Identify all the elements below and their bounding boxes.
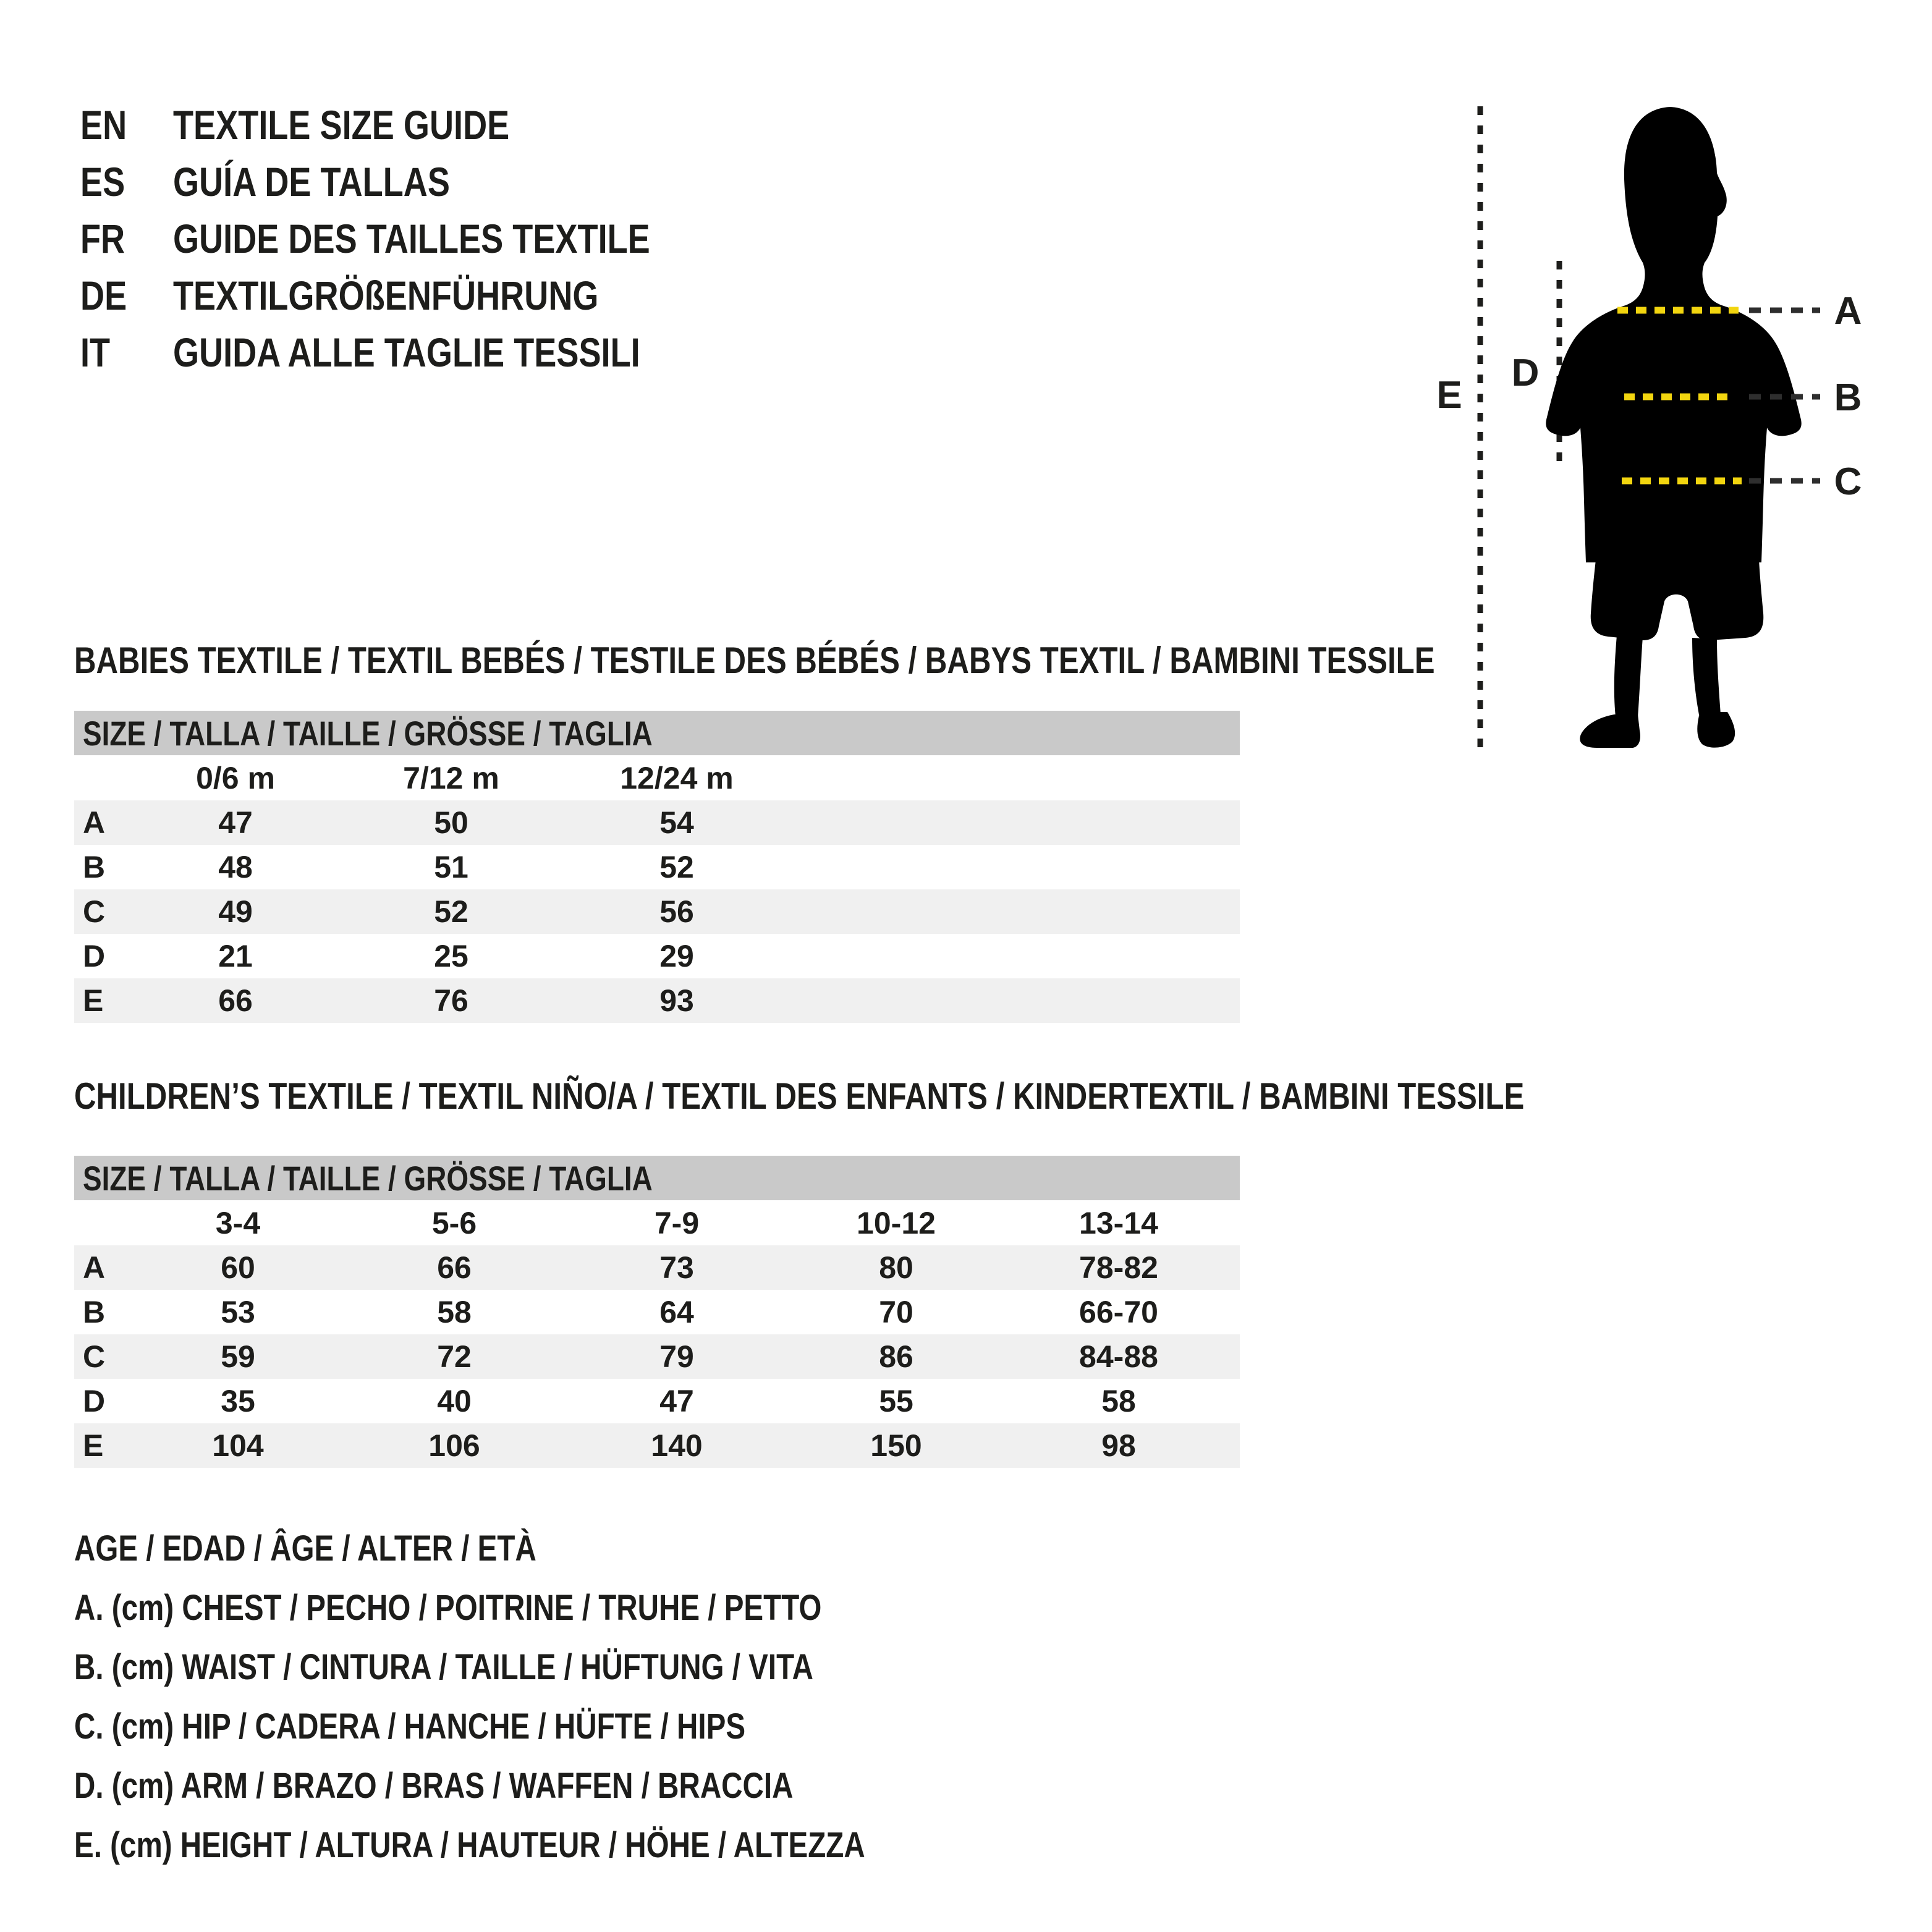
cell: 58 <box>437 1295 472 1329</box>
babies-size-header-bar <box>74 711 1240 755</box>
legend-item-text: B. (cm) WAIST / CINTURA / TAILLE / HÜFTUNG / VITA <box>74 1647 813 1687</box>
cell: 66-70 <box>1079 1295 1158 1329</box>
marker-label-c: C <box>1834 460 1862 503</box>
cell: 50 <box>434 805 468 840</box>
cell: 52 <box>659 850 694 884</box>
cell: 104 <box>212 1428 264 1463</box>
column-header: 7-9 <box>654 1205 700 1240</box>
cell: 86 <box>879 1339 913 1374</box>
column-header: 12/24 m <box>620 760 734 795</box>
cell: 35 <box>221 1384 255 1418</box>
cell: 58 <box>1101 1384 1136 1418</box>
legend-item-waist <box>74 1647 976 1688</box>
row-label: A <box>83 805 106 840</box>
cell: 40 <box>437 1384 472 1418</box>
row-label: D <box>83 939 106 973</box>
legend-age-text: AGE / EDAD / ÂGE / ALTER / ETÀ <box>74 1528 536 1569</box>
table-row <box>74 1423 1240 1468</box>
legend-item-text: D. (cm) ARM / BRAZO / BRAS / WAFFEN / BRACCIA <box>74 1766 794 1806</box>
language-code: FR <box>80 216 125 261</box>
table-row <box>74 845 1240 889</box>
language-title: TEXTILE SIZE GUIDE <box>173 102 510 148</box>
row-label: B <box>83 850 106 884</box>
language-code: IT <box>80 329 111 375</box>
legend-item-hip <box>74 1706 892 1747</box>
table-row <box>74 1290 1240 1334</box>
cell: 66 <box>437 1250 472 1285</box>
row-label: A <box>83 1250 106 1285</box>
cell: 54 <box>659 805 694 840</box>
column-header: 7/12 m <box>403 760 499 795</box>
cell: 84-88 <box>1079 1339 1158 1374</box>
legend-item-text: C. (cm) HIP / CADERA / HANCHE / HÜFTE / HIPS <box>74 1706 746 1747</box>
children-table <box>74 1156 1240 1468</box>
cell: 76 <box>434 983 468 1018</box>
legend-item-text: E. (cm) HEIGHT / ALTURA / HAUTEUR / HÖHE / ALTEZZA <box>74 1825 865 1865</box>
babies-section-title-text: BABIES TEXTILE / TEXTIL BEBÉS / TESTILE DES BÉBÉS / BABYS TEXTIL / BAMBINI TESSILE <box>74 640 1435 681</box>
cell: 73 <box>659 1250 694 1285</box>
language-code: ES <box>80 159 125 205</box>
column-header: 0/6 m <box>196 760 275 795</box>
cell: 60 <box>221 1250 255 1285</box>
column-header: 5-6 <box>431 1205 477 1240</box>
cell: 21 <box>218 939 253 973</box>
table-row <box>74 800 1240 845</box>
language-title: GUIDA ALLE TAGLIE TESSILI <box>173 329 640 375</box>
column-header: 10-12 <box>857 1205 936 1240</box>
marker-label-b: B <box>1834 376 1862 419</box>
size-header-text: SIZE / TALLA / TAILLE / GRÖSSE / TAGLIA <box>83 1158 653 1198</box>
language-code: EN <box>80 102 127 148</box>
cell: 150 <box>870 1428 922 1463</box>
cell: 64 <box>659 1295 694 1329</box>
cell: 25 <box>434 939 468 973</box>
cell: 47 <box>218 805 253 840</box>
children-column-header-row <box>74 1200 1240 1245</box>
language-title: TEXTILGRÖßENFÜHRUNG <box>173 273 599 318</box>
row-label: C <box>83 1339 106 1374</box>
legend-item-height <box>74 1825 1039 1866</box>
cell: 29 <box>659 939 694 973</box>
cell: 51 <box>434 850 468 884</box>
children-size-header-bar <box>74 1156 1240 1200</box>
cell: 106 <box>428 1428 480 1463</box>
cell: 48 <box>218 850 253 884</box>
babies-section-title <box>74 640 1734 681</box>
legend-item-arm <box>74 1766 951 1807</box>
table-row <box>74 1379 1240 1423</box>
cell: 53 <box>221 1295 255 1329</box>
cell: 79 <box>659 1339 694 1374</box>
cell: 93 <box>659 983 694 1018</box>
cell: 80 <box>879 1250 913 1285</box>
size-header-text: SIZE / TALLA / TAILLE / GRÖSSE / TAGLIA <box>83 713 653 753</box>
cell: 49 <box>218 894 253 929</box>
legend-age-line <box>74 1528 638 1569</box>
cell: 56 <box>659 894 694 929</box>
table-row <box>74 1245 1240 1290</box>
cell: 47 <box>659 1384 694 1418</box>
marker-label-d: D <box>1511 352 1540 394</box>
language-title: GUIDE DES TAILLES TEXTILE <box>173 216 650 261</box>
row-label: E <box>83 1428 104 1463</box>
cell: 140 <box>651 1428 703 1463</box>
table-row <box>74 978 1240 1023</box>
cell: 98 <box>1101 1428 1136 1463</box>
legend-item-chest <box>74 1588 986 1629</box>
legend-item-text: A. (cm) CHEST / PECHO / POITRINE / TRUHE / PETTO <box>74 1588 822 1628</box>
cell: 59 <box>221 1339 255 1374</box>
babies-table <box>74 711 1240 1023</box>
row-label: E <box>83 983 104 1018</box>
language-code: DE <box>80 273 127 318</box>
row-label: D <box>83 1384 106 1418</box>
babies-column-header-row <box>74 755 1240 800</box>
cell: 66 <box>218 983 253 1018</box>
column-header: 13-14 <box>1079 1205 1158 1240</box>
cell: 55 <box>879 1384 913 1418</box>
cell: 78-82 <box>1079 1250 1158 1285</box>
table-row <box>74 934 1240 978</box>
cell: 72 <box>437 1339 472 1374</box>
table-row <box>74 1334 1240 1379</box>
language-title: GUÍA DE TALLAS <box>173 159 450 205</box>
row-label: C <box>83 894 106 929</box>
column-header: 3-4 <box>215 1205 261 1240</box>
marker-label-a: A <box>1834 290 1862 333</box>
children-section-title-text: CHILDREN’S TEXTILE / TEXTIL NIÑO/A / TEXTIL DES ENFANTS / KINDERTEXTIL / BAMBINI TESSILE <box>74 1075 1525 1117</box>
marker-label-e: E <box>1436 374 1462 417</box>
children-section-title <box>74 1076 1842 1117</box>
table-row <box>74 889 1240 934</box>
row-label: B <box>83 1295 106 1329</box>
cell: 70 <box>879 1295 913 1329</box>
cell: 52 <box>434 894 468 929</box>
